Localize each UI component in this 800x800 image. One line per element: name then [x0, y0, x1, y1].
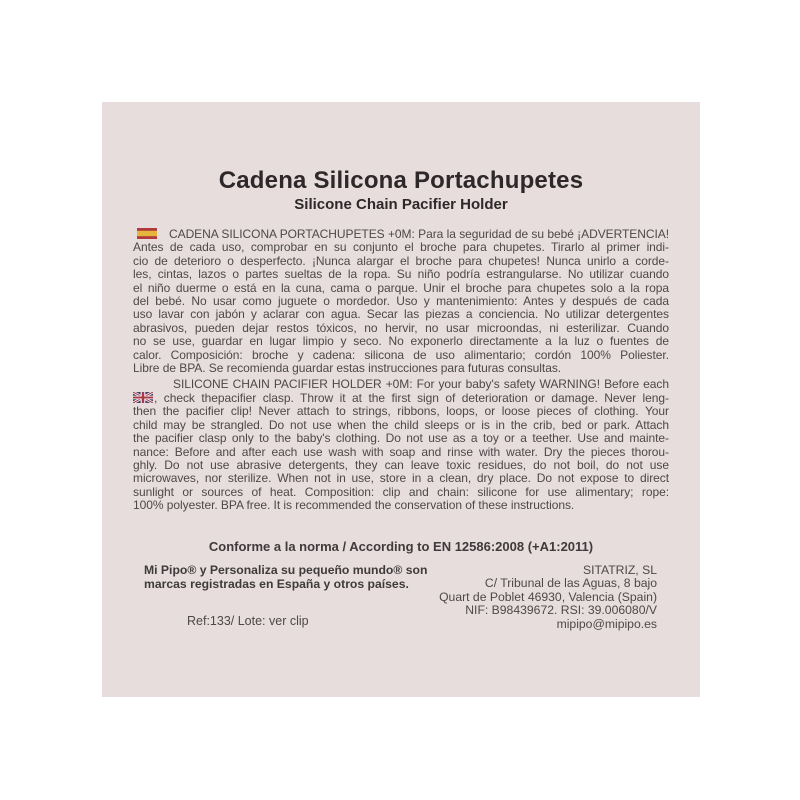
text-line: nance: Before and after each use wash with soap and rinse with water. Dry the pieces thorou-: [133, 444, 669, 459]
text-line-content: CADENA SILICONA PORTACHUPETES +0M: Para la seguridad de su bebé ¡ADVERTENCIA!: [169, 227, 669, 241]
uk-flag-icon: [133, 392, 153, 403]
company-name: SITATRIZ, SL: [582, 563, 657, 577]
label-header: [102, 168, 700, 213]
text-line: uso lavar con jabón y aclarar con agua. Secar las piezas a conciencia. No utilizar detergentes: [133, 307, 669, 322]
spain-flag-icon: [137, 228, 157, 239]
text-line: sunlight or sources of heat. Composition: clip and chain: silicone for use alimentary; rope:: [133, 484, 669, 499]
company-address-line: Quart de Poblet 46930, Valencia (Spain): [439, 589, 657, 604]
text-line: SILICONE CHAIN PACIFIER HOLDER +0M: For your baby's safety WARNING! Before each: [173, 377, 669, 392]
text-line: les, cintas, lazos o partes sueltas de la ropa. Su niño podría estrangularse. No utilizar cuando: [133, 267, 669, 282]
text-line-content: , check thepacifier clasp. Throw it at the first sign of deterioration or damage. Never leng-: [154, 390, 669, 405]
text-line: [133, 228, 669, 241]
reference-lot-line: Ref:133/ Lote: ver clip: [187, 614, 309, 628]
text-line: no se use, guardar en lugar limpio y seco. No exponerlo directamente a la luz o fuentes de: [133, 334, 669, 349]
text-line: ghly. Do not use abrasive detergents, they can leave toxic residues, do not boil, do not use: [133, 457, 669, 472]
english-warning-paragraph: [133, 378, 669, 512]
company-address-block: [439, 564, 657, 631]
text-line: 100% polyester. BPA free. It is recommended the conservation of these instructions.: [133, 498, 575, 513]
text-line: del bebé. No usar como juguete o mordedor. Uso y mantenimiento: Antes y después de cada: [133, 294, 669, 309]
trademark-notice: [144, 564, 427, 591]
spanish-warning-paragraph: [133, 228, 669, 375]
page-title: Cadena Silicona Portachupetes: [218, 167, 584, 194]
trademark-line: Mi Pipo® y Personaliza su pequeño mundo® son: [144, 563, 428, 577]
text-line: microwaves, nor sterilize. When not in use, store in a clean, dry place. Do not expose to direct: [133, 471, 669, 486]
standard-compliance-line: Conforme a la norma / According to EN 12586:2008 (+A1:2011): [208, 539, 594, 554]
trademark-line: marcas registradas en España y otros países.: [144, 576, 409, 591]
company-address-line: C/ Tribunal de las Aguas, 8 bajo: [484, 576, 657, 591]
text-line: Antes de cada uso, comprobar en su conjunto el broche para chupetes. Tirarlo al primer indi-: [133, 240, 669, 255]
text-line: [133, 392, 669, 405]
text-line: Libre de BPA. Se recomienda guardar estas instrucciones para futuras consultas.: [133, 361, 562, 376]
text-line: calor. Composición: broche y cadena: silicona de uso alimentario; cordón 100% Poliester.: [133, 347, 669, 362]
text-line: el niño duerme o está en la cuna, cama o parque. Unir el broche para chupetes solo a la ropa: [133, 280, 669, 295]
company-email: mipipo@mipipo.es: [556, 616, 657, 631]
text-line: the pacifier clasp only to the baby's clothing. Do not use as a toy or a teether. Use and mainte-: [133, 431, 669, 446]
page-subtitle: Silicone Chain Pacifier Holder: [294, 196, 508, 213]
company-registration-line: NIF: B98439672. RSI: 39.006080/V: [465, 603, 657, 618]
text-line: child may be strangled. Do not use when the child sleeps or is in the crib, bed or park. Attach: [133, 417, 669, 432]
warning-text-block: [133, 228, 669, 513]
text-line: abrasivos, pueden dejar restos tóxicos, no hervir, no usar microondas, ni esterilizar. Cuando: [133, 320, 669, 335]
text-line: cio de deterioro o desperfecto. ¡Nunca alargar el broche para chupetes! Nunca unirlo a corde-: [133, 253, 669, 268]
product-label: [102, 102, 700, 697]
text-line: then the pacifier clip! Never attach to strings, ribbons, loops, or loose pieces of clothing. Your: [133, 404, 669, 419]
